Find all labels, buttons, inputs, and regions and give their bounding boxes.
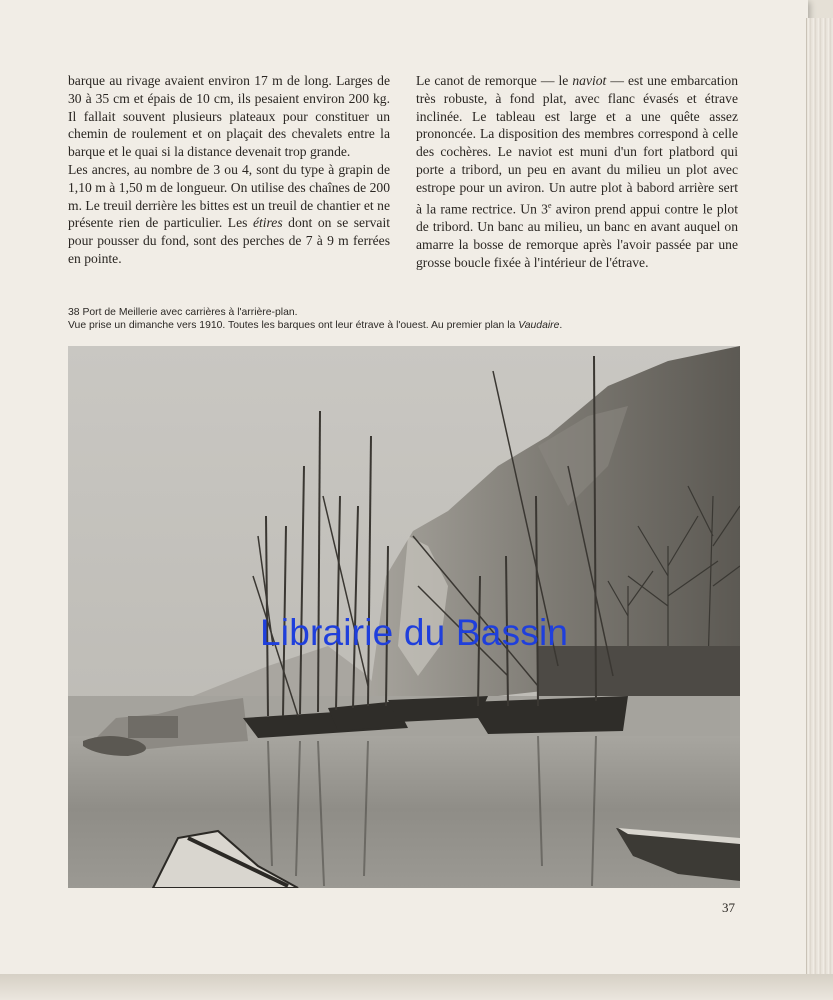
text-column-left	[68, 72, 390, 268]
paragraph-naviot-start: Le canot de remorque — le	[416, 73, 573, 88]
paragraph-naviot-superscript: e	[547, 200, 552, 210]
caption-line-2-italic: Vaudaire	[518, 320, 560, 331]
paragraph-naviot	[416, 72, 738, 271]
paragraph-naviot-mid: — est une embarcation très robuste, à fond plat, avec flanc évasés et étrave inclinée. Le tableau est large et a une quête assez prononcée. La disposition des membres correspond à celle des cochères. Le naviot est muni d'un fort platbord qui porte a tribord, un peu en avant du milieu un plot avec estrope pour un aviron. Un autre plot à babord arrière sert à la rame rectrice. Un 3	[416, 73, 738, 217]
paragraph-anchors-text: Les ancres, au nombre de 3 ou 4, sont du type à grapin de 1,10 m à 1,50 m de longueur. On utilise des chaînes de 200 m. Le treuil derrière les bittes est un treuil de chantier et ne présente rien de particulier. Les	[68, 161, 390, 231]
shore-wall	[538, 646, 740, 701]
paragraph-barque-planks: barque au rivage avaient environ 17 m de long. Larges de 30 à 35 cm et épais de 10 cm, ils pesaient environ 200 kg. Il fallait souvent plusieurs plateaux pour constituer un chemin de roulement et on plaçait des chevalets entre la barque et le quai si la distance devenait trop grande.	[68, 73, 390, 160]
watermark: Librairie du Bassin	[260, 612, 569, 653]
jetty-block	[128, 716, 178, 738]
caption-line-2	[68, 319, 748, 332]
text-column-right	[416, 72, 738, 271]
paragraph-naviot-end: aviron prend appui contre le plot de tribord. Un banc au milieu, un banc en avant auquel on amarre la bosse de remorque après l'avoir passée par une grosse boucle fixée à l'intérieur de l'étrave.	[416, 201, 738, 270]
paragraph-anchors	[68, 161, 390, 268]
paragraph-anchors-italic: étires	[252, 215, 283, 231]
paragraph-naviot-italic: naviot	[572, 73, 607, 88]
caption-line-2-end: .	[559, 320, 563, 331]
caption-line-1: 38 Port de Meillerie avec carrières à l'arrière-plan.	[68, 307, 298, 318]
page-stack-bottom	[0, 974, 833, 1000]
page-stack-edge	[806, 18, 833, 1000]
page-number: 37	[722, 900, 735, 915]
figure-caption	[68, 306, 748, 332]
caption-line-2-text: Vue prise un dimanche vers 1910. Toutes les barques ont leur étrave à l'ouest. Au premier plan la	[68, 320, 519, 331]
paragraph-anchors-tail: dont on se servait pour pousser du fond, sont des perches de 7 à 9 m ferrées en pointe.	[68, 215, 390, 266]
